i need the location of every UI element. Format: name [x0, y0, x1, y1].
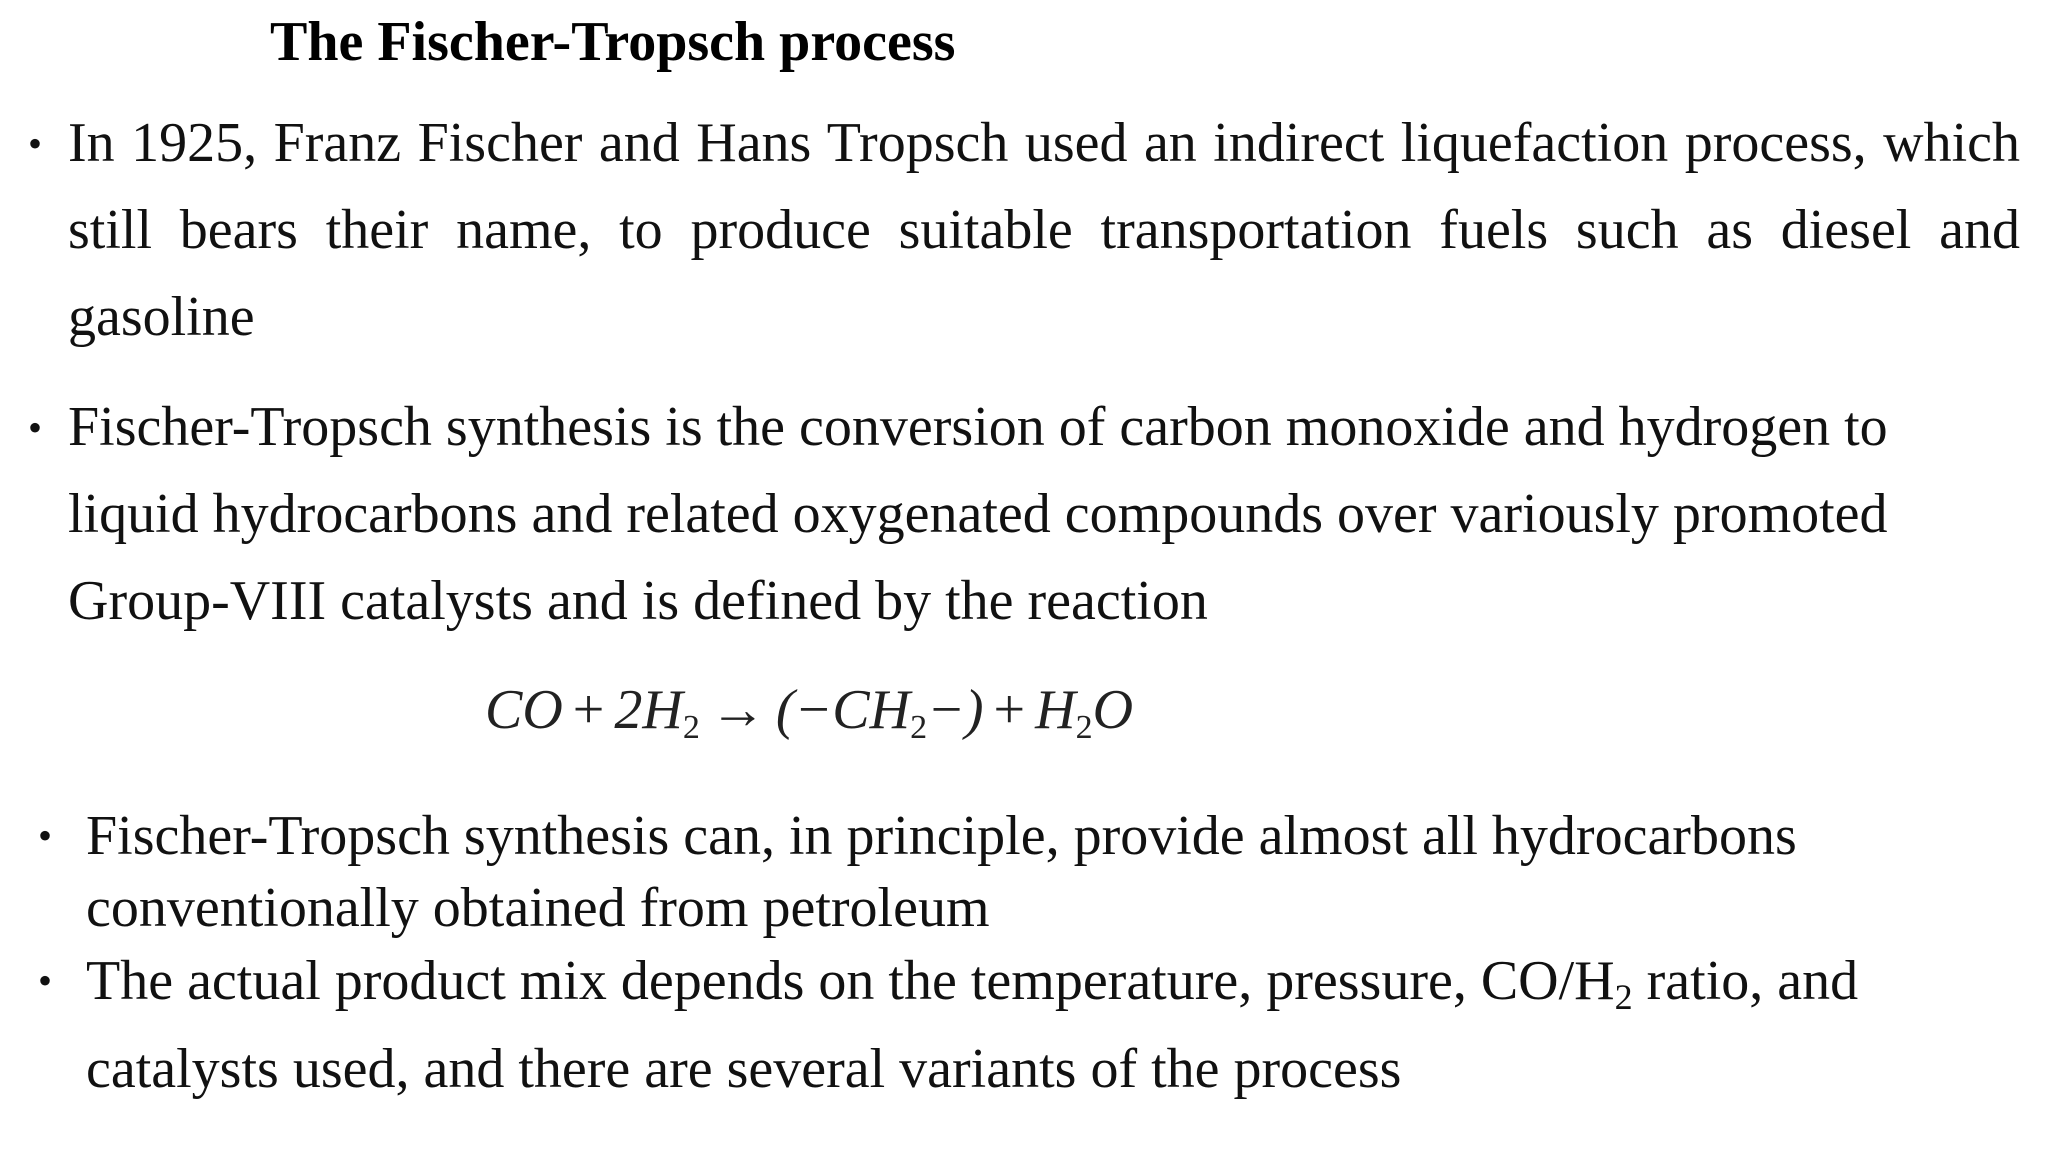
- bullet-text-part: ratio, and catalysts used, and there are several variants of the process: [86, 950, 1859, 1100]
- reaction-equation: [485, 678, 1133, 747]
- eq-ch2-open: (−CH: [775, 679, 911, 741]
- bullet-item-2: [28, 384, 2008, 645]
- bullet-item-3: [38, 800, 1998, 944]
- bullet-subscript: 2: [1614, 977, 1633, 1017]
- bullet-text-part: The actual product mix depends on the temperature, pressure, CO/H: [86, 950, 1615, 1012]
- eq-arrow: →: [709, 679, 766, 741]
- eq-co: CO: [485, 679, 563, 741]
- eq-ch2-close: −): [927, 679, 984, 741]
- slide-title: The Fischer-Tropsch process: [270, 11, 956, 73]
- eq-plus: +: [572, 679, 605, 741]
- eq-subscript: 2: [1075, 709, 1093, 746]
- bullet-icon: •: [28, 121, 43, 166]
- bullet-icon: •: [28, 405, 43, 450]
- bullet-text: Fischer-Tropsch synthesis is the conversion of carbon monoxide and hydrogen to liquid hydrocarbons and related oxygenated compounds over variously promoted Group-VIII catalysts and is defined by the reaction: [68, 396, 1888, 632]
- eq-o: O: [1092, 679, 1134, 741]
- bullet-text: Fischer-Tropsch synthesis can, in principle, provide almost all hydrocarbons conventionally obtained from petroleum: [86, 805, 1797, 939]
- bullet-text: [86, 945, 2018, 1105]
- eq-subscript: 2: [682, 709, 700, 746]
- bullet-item-4: [38, 945, 2018, 1105]
- eq-h: H: [1035, 679, 1076, 741]
- bullet-item-1: [28, 100, 2020, 361]
- bullet-text: In 1925, Franz Fischer and Hans Tropsch used an indirect liquefaction process, which still bears their name, to produce suitable transportation fuels such as diesel and gasoline: [68, 112, 2020, 348]
- bullet-icon: •: [38, 958, 53, 1003]
- eq-subscript: 2: [910, 709, 928, 746]
- bullet-icon: •: [38, 813, 53, 858]
- eq-2h: 2H: [614, 679, 683, 741]
- eq-plus: +: [993, 679, 1026, 741]
